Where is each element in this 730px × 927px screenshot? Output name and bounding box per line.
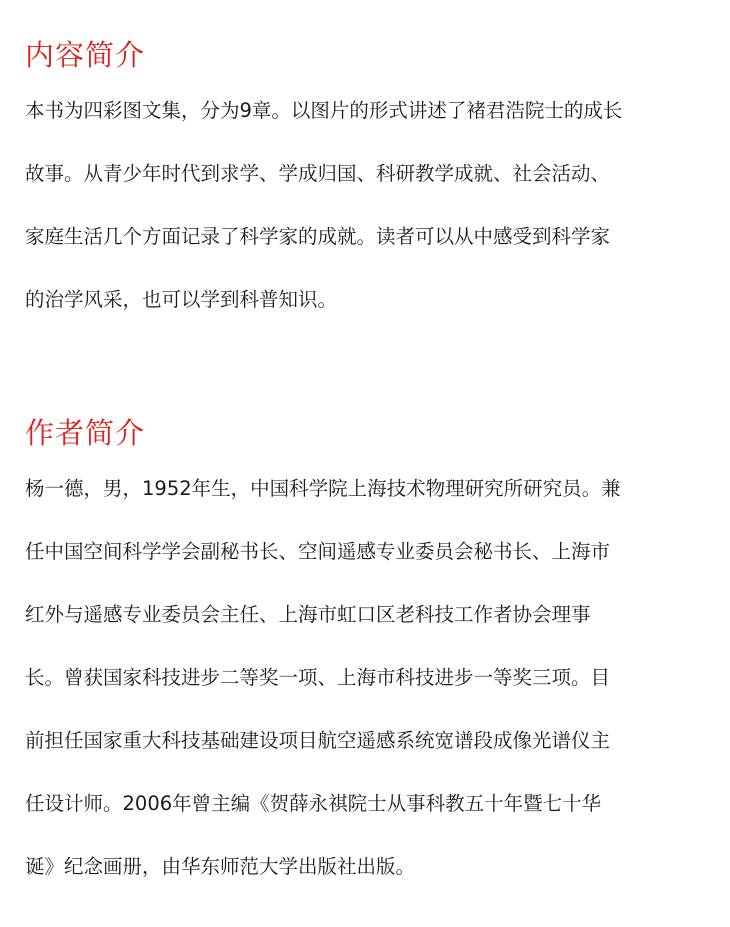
author-intro-line: 前担任国家重大科技基础建设项目航空遥感系统宽谱段成像光谱仪主 xyxy=(25,729,611,752)
content-intro-text xyxy=(25,96,715,315)
author-intro-section xyxy=(25,411,715,915)
content-intro-section xyxy=(25,33,715,348)
author-intro-text xyxy=(25,474,715,882)
content-intro-line: 家庭生活几个方面记录了科学家的成就。读者可以从中感受到科学家 xyxy=(25,225,611,248)
author-intro-heading: 作者简介 xyxy=(25,416,146,450)
content-intro-heading: 内容简介 xyxy=(25,38,146,72)
author-intro-line: 长。曾获国家科技进步二等奖一项、上海市科技进步一等奖三项。目 xyxy=(25,666,611,689)
content-intro-line: 本书为四彩图文集，分为9章。以图片的形式讲述了褚君浩院士的成长 xyxy=(25,99,623,122)
author-intro-line: 任设计师。2006年曾主编《贺薛永祺院士从事科教五十年暨七十华 xyxy=(25,792,602,815)
content-intro-line: 的治学风采，也可以学到科普知识。 xyxy=(25,288,338,311)
author-intro-line: 任中国空间科学学会副秘书长、空间遥感专业委员会秘书长、上海市 xyxy=(25,540,611,563)
content-intro-line: 故事。从青少年时代到求学、学成归国、科研教学成就、社会活动、 xyxy=(25,162,611,185)
author-intro-line: 诞》纪念画册，由华东师范大学出版社出版。 xyxy=(25,855,416,878)
author-intro-line: 杨一德，男，1952年生，中国科学院上海技术物理研究所研究员。兼 xyxy=(25,477,621,500)
author-intro-line: 红外与遥感专业委员会主任、上海市虹口区老科技工作者协会理事 xyxy=(25,603,591,626)
